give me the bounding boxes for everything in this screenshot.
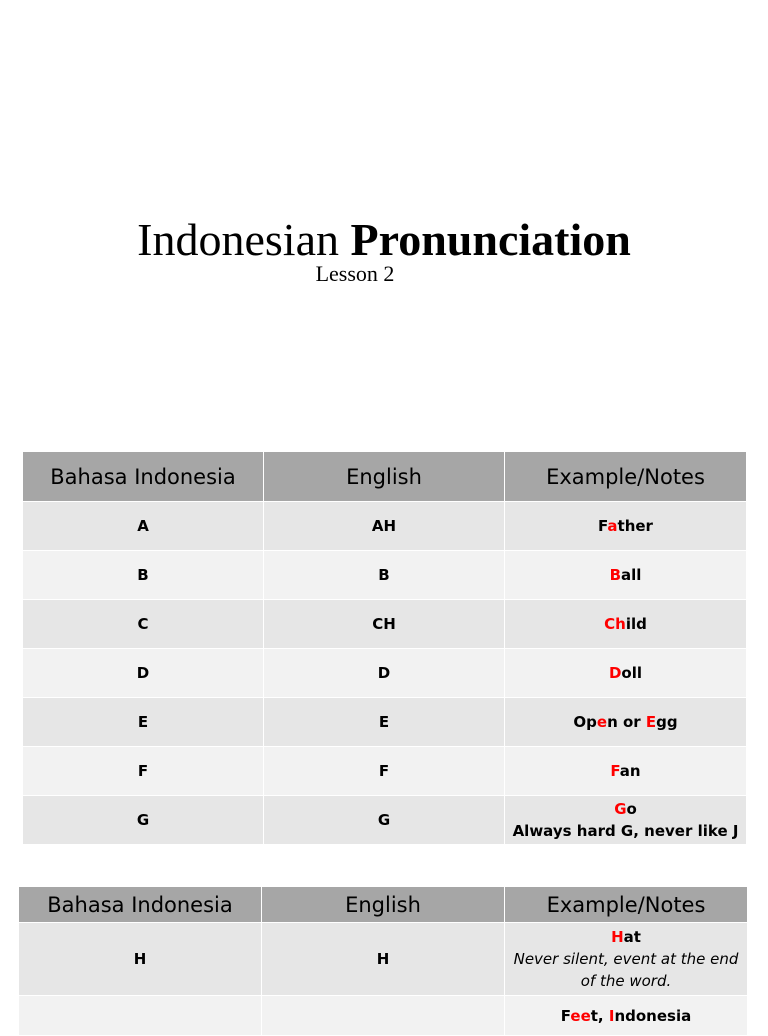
table-row: [23, 747, 747, 796]
plain-letters: n or: [607, 713, 646, 731]
cell-english: H: [262, 923, 505, 996]
header-english: English: [264, 452, 505, 502]
header-bahasa: Bahasa Indonesia: [23, 452, 264, 502]
plain-letters: an: [619, 762, 641, 780]
table-row: [23, 698, 747, 747]
plain-letters: t,: [590, 1006, 609, 1025]
example-word: [505, 711, 746, 733]
cell-example: [505, 551, 747, 600]
title-bold: Pronunciation: [350, 214, 631, 265]
highlight-letters: ee: [570, 1006, 591, 1025]
cell-bahasa: E: [23, 698, 264, 747]
plain-letters: ndonesia: [614, 1006, 692, 1025]
example-word: [505, 662, 746, 684]
cell-example: [505, 996, 748, 1036]
plain-letters: F: [560, 1006, 571, 1025]
highlight-letters: F: [610, 762, 620, 780]
table-row: [23, 600, 747, 649]
example-word: [505, 1005, 747, 1027]
pronunciation-table-1: [22, 451, 747, 845]
table-row: [23, 796, 747, 845]
plain-letters: ild: [625, 615, 647, 633]
plain-letters: o: [626, 800, 637, 818]
example-word: [505, 760, 746, 782]
cell-bahasa: D: [23, 649, 264, 698]
table-row: [23, 551, 747, 600]
cell-example: [505, 649, 747, 698]
header-bahasa: Bahasa Indonesia: [19, 887, 262, 923]
example-word: [505, 613, 746, 635]
plain-letters: gg: [656, 713, 678, 731]
cell-bahasa: H: [19, 923, 262, 996]
cell-bahasa: A: [23, 502, 264, 551]
table-row: [23, 502, 747, 551]
table-row: [23, 649, 747, 698]
highlight-letters: H: [611, 928, 624, 946]
pronunciation-table-2: [18, 886, 748, 1036]
cell-english: CH: [264, 600, 505, 649]
highlight-letters: G: [614, 800, 627, 818]
highlight-letters: Ch: [604, 615, 626, 633]
cell-english: AH: [264, 502, 505, 551]
cell-english: F: [264, 747, 505, 796]
highlight-letters: e: [596, 713, 608, 731]
cell-example: [505, 747, 747, 796]
cell-bahasa: F: [23, 747, 264, 796]
example-note: Always hard G, never like J: [512, 822, 739, 840]
header-example: Example/Notes: [505, 452, 747, 502]
highlight-letters: I: [608, 1006, 615, 1025]
cell-example: [505, 698, 747, 747]
cell-example: [505, 796, 747, 845]
cell-example: [505, 923, 748, 996]
title-regular: Indonesian: [137, 214, 351, 265]
cell-bahasa: C: [23, 600, 264, 649]
cell-bahasa: B: [23, 551, 264, 600]
cell-example: [505, 600, 747, 649]
example-word: [505, 798, 746, 820]
example-word: [505, 564, 746, 586]
plain-letters: Op: [573, 713, 597, 731]
highlight-letters: E: [645, 713, 657, 731]
cell-english: E: [264, 698, 505, 747]
table-row: [19, 996, 748, 1036]
highlight-letters: B: [609, 566, 622, 584]
example-note: Never silent, event at the end of the word.: [513, 950, 739, 990]
cell-english: [262, 996, 505, 1036]
highlight-letters: D: [608, 664, 622, 682]
cell-english: D: [264, 649, 505, 698]
cell-bahasa: [19, 996, 262, 1036]
cell-english: B: [264, 551, 505, 600]
table-header-row: [23, 452, 747, 502]
plain-letters: oll: [621, 664, 643, 682]
plain-letters: at: [623, 928, 641, 946]
example-word: [505, 926, 747, 948]
highlight-letters: a: [607, 517, 618, 535]
header-example: Example/Notes: [505, 887, 748, 923]
header-english: English: [262, 887, 505, 923]
cell-english: G: [264, 796, 505, 845]
plain-letters: all: [621, 566, 642, 584]
table-row: [19, 923, 748, 996]
plain-letters: ther: [617, 517, 653, 535]
example-word: [505, 515, 746, 537]
cell-bahasa: G: [23, 796, 264, 845]
cell-example: [505, 502, 747, 551]
page-subtitle: Lesson 2: [315, 261, 395, 286]
table-header-row: [19, 887, 748, 923]
plain-letters: F: [598, 517, 608, 535]
